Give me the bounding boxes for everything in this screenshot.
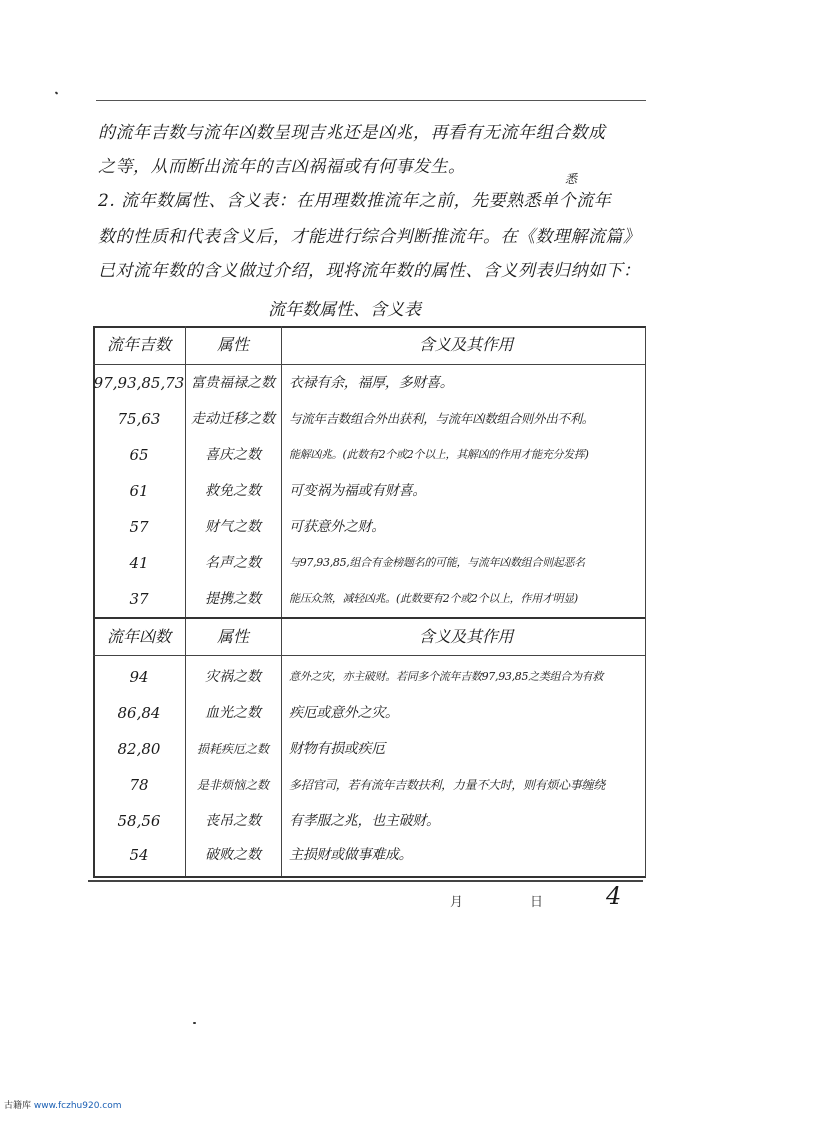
unlucky-row-meaning: 意外之灾，亦主破财。若同多个流年吉数97,93,85之类组合为有救 — [289, 670, 604, 683]
paragraph-line-4: 数的性质和代表含义后，才能进行综合判断推流年。在《数理解流篇》 — [98, 227, 641, 247]
scan-speck — [193, 1022, 196, 1024]
scan-speck — [55, 91, 59, 94]
lucky-row-number: 97,93,85,73 — [93, 374, 185, 392]
unlucky-row-number: 94 — [129, 668, 149, 686]
unlucky-row-meaning: 多招官司，若有流年吉数扶利，力量不大时，则有烦心事缠绕 — [289, 778, 605, 792]
unlucky-row-number: 78 — [129, 776, 149, 794]
unlucky-row-number: 58,56 — [117, 812, 161, 830]
lucky-header-attribute: 属性 — [216, 335, 249, 354]
lucky-row-meaning: 能压众煞，减轻凶兆。(此数要有2个或2个以上，作用才明显) — [289, 592, 578, 605]
paragraph-line-2: 之等，从而断出流年的吉凶祸福或有何事发生。 — [98, 157, 466, 177]
page-number: 4 — [606, 882, 622, 910]
top-rule — [96, 100, 646, 101]
lucky-row-attribute: 名声之数 — [205, 555, 261, 571]
unlucky-header-attribute: 属性 — [216, 627, 249, 646]
unlucky-row-number: 82,80 — [117, 740, 161, 758]
watermark-site-name: 古籍库 — [4, 1101, 32, 1111]
unlucky-row-attribute: 损耗疾厄之数 — [196, 742, 269, 756]
unlucky-row-number: 86,84 — [117, 704, 161, 722]
lucky-row-meaning: 能解凶兆。(此数有2个或2个以上，其解凶的作用才能充分发挥) — [289, 448, 589, 461]
unlucky-row-meaning: 有孝服之兆，也主破财。 — [289, 813, 440, 829]
lucky-row-number: 57 — [129, 518, 149, 536]
unlucky-row-attribute: 破败之数 — [205, 847, 261, 863]
lucky-row-number: 37 — [129, 590, 149, 608]
lucky-row-attribute: 提携之数 — [205, 591, 261, 607]
lucky-header-number: 流年吉数 — [106, 335, 171, 354]
column-divider — [281, 326, 282, 876]
header-divider — [93, 364, 645, 365]
footer-day: 日 — [530, 895, 544, 910]
header-divider — [93, 655, 645, 656]
site-watermark — [4, 1098, 122, 1111]
lucky-row-meaning: 可获意外之财。 — [289, 519, 385, 535]
unlucky-row-number: 54 — [129, 846, 149, 864]
lucky-row-meaning: 可变祸为福或有财喜。 — [289, 483, 426, 499]
lucky-row-number: 41 — [129, 554, 149, 572]
lucky-row-number: 75,63 — [117, 410, 161, 428]
annual-number-table — [93, 326, 645, 878]
footer-month: 月 — [450, 895, 464, 910]
correction-mark: 悉 — [565, 172, 578, 186]
lucky-header-meaning: 含义及其作用 — [418, 335, 514, 354]
paragraph-line-5: 已对流年数的含义做过介绍，现将流年数的属性、含义列表归纳如下： — [98, 261, 641, 281]
unlucky-row-attribute: 血光之数 — [205, 705, 261, 721]
lucky-row-meaning: 与97,93,85,组合有金榜题名的可能，与流年凶数组合则起恶名 — [289, 556, 585, 569]
section-divider — [93, 617, 645, 619]
lucky-row-meaning: 与流年吉数组合外出获利，与流年凶数组合则外出不利。 — [289, 411, 595, 426]
lucky-row-attribute: 走动迁移之数 — [191, 411, 275, 427]
unlucky-row-attribute: 是非烦恼之数 — [196, 778, 269, 792]
watermark-url[interactable]: www.fczhu920.com — [33, 1101, 122, 1111]
unlucky-header-meaning: 含义及其作用 — [418, 627, 514, 646]
bottom-rule — [88, 880, 643, 882]
lucky-row-number: 61 — [129, 482, 149, 500]
unlucky-header-number: 流年凶数 — [106, 627, 171, 646]
lucky-row-meaning: 衣禄有余，福厚，多财喜。 — [289, 375, 454, 391]
paragraph-line-1: 的流年吉数与流年凶数呈现吉兆还是凶兆，再看有无流年组合数成 — [98, 123, 606, 143]
table-title: 流年数属性、含义表 — [268, 300, 421, 320]
lucky-row-number: 65 — [129, 446, 149, 464]
paragraph-line-3: 2. 流年数属性、含义表：在用理数推流年之前，先要熟悉单个流年 — [98, 191, 612, 211]
unlucky-row-meaning: 疾厄或意外之灾。 — [289, 705, 399, 721]
column-divider — [185, 326, 186, 876]
unlucky-row-attribute: 灾祸之数 — [205, 669, 261, 685]
lucky-row-attribute: 喜庆之数 — [205, 447, 261, 463]
unlucky-row-meaning: 主损财或做事难成。 — [289, 847, 413, 863]
lucky-row-attribute: 救免之数 — [205, 483, 261, 499]
lucky-row-attribute: 财气之数 — [205, 519, 261, 535]
unlucky-row-attribute: 丧吊之数 — [205, 813, 261, 829]
lucky-row-attribute: 富贵福禄之数 — [191, 375, 275, 391]
unlucky-row-meaning: 财物有损或疾厄 — [289, 741, 385, 757]
